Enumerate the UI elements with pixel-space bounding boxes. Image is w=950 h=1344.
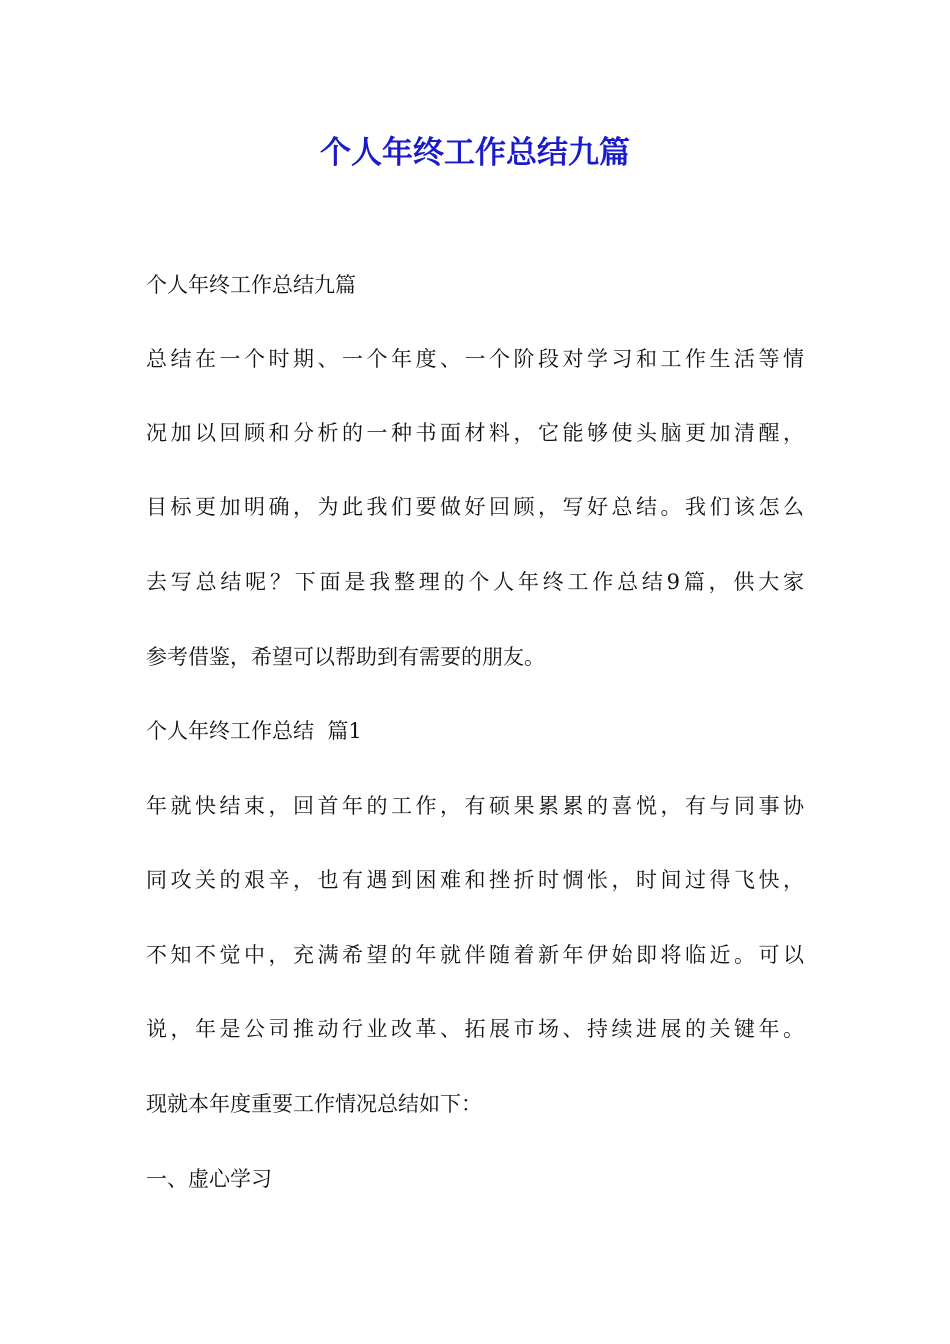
intro-line: 参考借鉴，希望可以帮助到有需要的朋友。 (146, 645, 545, 669)
intro-line: 总结在一个时期、一个年度、一个阶段对学习和工作生活等情 (146, 347, 804, 371)
subsection-heading: 一、虚心学习 (146, 1167, 272, 1191)
document-subtitle: 个人年终工作总结九篇 (146, 273, 356, 297)
body-line: 年就快结束，回首年的工作，有硕果累累的喜悦，有与同事协 (146, 794, 804, 818)
intro-line: 况加以回顾和分析的一种书面材料，它能够使头脑更加清醒， (146, 421, 804, 445)
document-title: 个人年终工作总结九篇 (320, 135, 630, 171)
body-line: 不知不觉中，充满希望的年就伴随着新年伊始即将临近。可以 (146, 943, 804, 967)
intro-line: 去写总结呢？下面是我整理的个人年终工作总结9篇，供大家 (146, 570, 804, 594)
intro-line: 目标更加明确，为此我们要做好回顾，写好总结。我们该怎么 (146, 495, 804, 519)
body-line: 同攻关的艰辛，也有遇到困难和挫折时惆怅，时间过得飞快， (146, 868, 804, 892)
section-heading: 个人年终工作总结 篇1 (146, 719, 362, 743)
body-line: 说，年是公司推动行业改革、拓展市场、持续进展的关键年。 (146, 1017, 804, 1041)
body-line: 现就本年度重要工作情况总结如下： (146, 1092, 482, 1116)
